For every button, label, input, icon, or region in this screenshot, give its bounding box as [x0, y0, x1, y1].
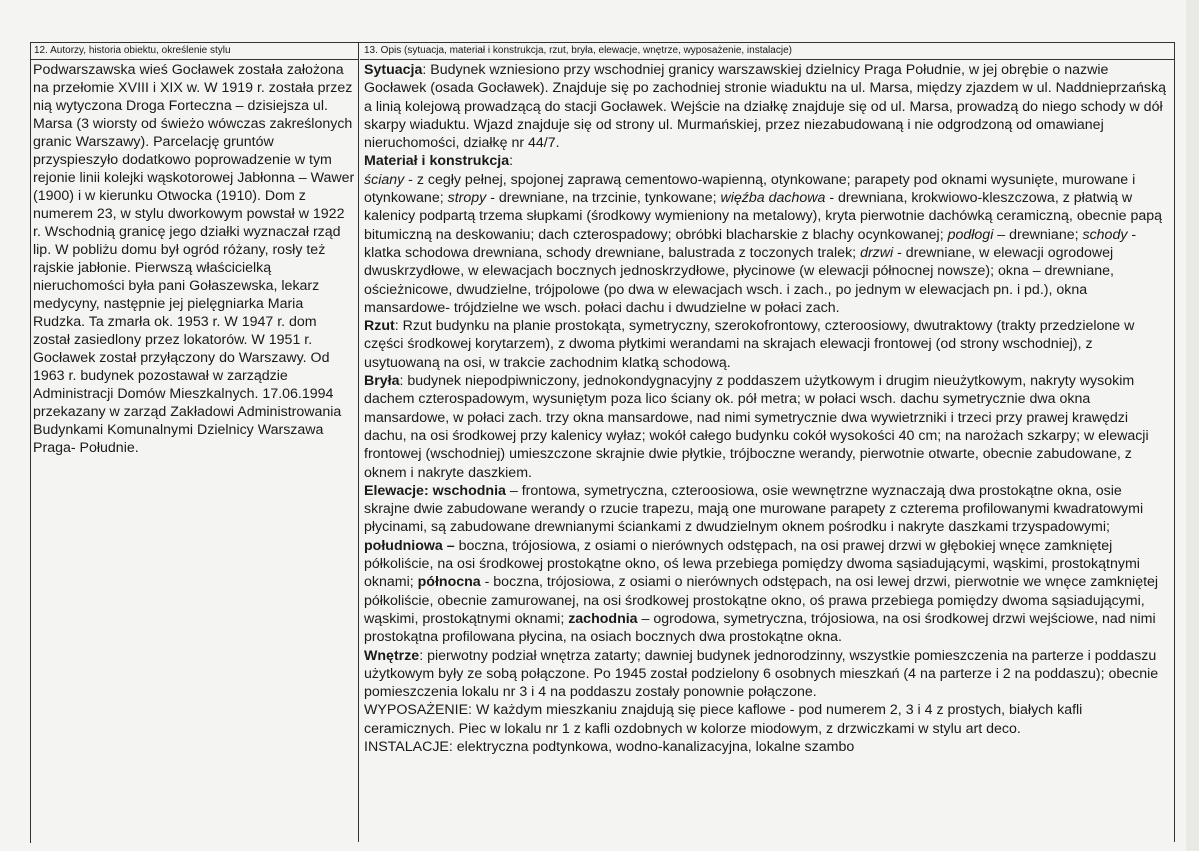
schody-label: schody: [1082, 226, 1128, 243]
elewacje-section: [364, 482, 1170, 647]
sytuacja-section: [364, 61, 1170, 152]
elewacje-label: Elewacje: wschodnia: [364, 482, 506, 499]
rzut-section: [364, 317, 1170, 372]
zachodnia-text: – ogrodowa, symetryczna, trójosiowa, na osi środkowej drzwi wejściowe, nad nimi prostokątna profilowana płycina, na osiach bocznych dwa prostokątne okna.: [364, 610, 1156, 646]
bryla-section: [364, 372, 1170, 482]
material-colon: :: [509, 153, 514, 170]
material-section: [364, 171, 1170, 317]
bryla-label: Bryła: [364, 373, 400, 390]
poludniowa-text: boczna, trójosiowa, z osiami o nierównych odstępach, na osi prawej drzwi w głębokiej wnęce zamkniętej półkoliście, na osi środkowej prostokątne okno, oś lewa przebiega pomiędzy dwoma sąsiadującymi, wąskimi, prostokątnymi oknami;: [364, 537, 1140, 591]
wiezba-text: - drewniana, krokwiowo-kleszczowa, z płatwią w kalenicy podpartą trzema słupkami (środkowy wymieniony na metalowy), kryta pierwotnie dachówką ceramiczną, obecnie papą bitumiczną na deskowaniu; dach czterospadowy; obróbki blacharskie z blachy ocynkowanej;: [364, 190, 1163, 243]
wiezba-label: więźba dachowa: [720, 190, 826, 207]
scan-edge: [1186, 0, 1199, 851]
description-body: [360, 60, 1174, 756]
stropy-text: - drewniane, na trzcinie, tynkowane;: [486, 190, 721, 207]
poludniowa-label: południowa –: [364, 537, 455, 554]
history-column: [30, 42, 359, 842]
stropy-label: stropy: [447, 190, 487, 207]
polnocna-label: północna: [417, 574, 481, 591]
wyposazenie-section: WYPOSAŻENIE: W każdym mieszkaniu znajdują się piece kaflowe - pod numerem 2, 3 i 4 z prostych, białych kafli ceramicznych. Piec w lokalu nr 1 z kafli ozdobnych w kolorze miodowym, z drzwiczkami w stylu art deco.: [364, 702, 1083, 737]
drzwi-text: - drewniane, w elewacji ogrodowej dwuskrzydłowe, w elewacjach bocznych jednoskrzydłowe, płycinowe (w elewacji północnej nowsze); okna – drewniane, ościeżnicowe, dwudzielne, trójpolowe (po dwa w elewacjach wsch. i zach., po jednym w elewacjach pn. i pd.), okna mansardowe- trójdzielne we wsch. połaci dachu i dwudzielne w połaci zach.: [364, 244, 1114, 316]
sciany-label: ściany: [364, 171, 405, 188]
rzut-label: Rzut: [364, 318, 395, 335]
podlogi-text: – drewniane;: [993, 226, 1083, 243]
instalacje-section: INSTALACJE: elektryczna podtynkowa, wodno-kanalizacyjna, lokalne szambo: [364, 738, 855, 755]
drzwi-label: drzwi: [860, 244, 894, 261]
schody-text: - klatka schodowa drewniana, schody drewniane, balustrada z toczonych tralek;: [364, 226, 1137, 261]
zachodnia-label: zachodnia: [568, 610, 638, 627]
sytuacja-text: : Budynek wzniesiono przy wschodniej granicy warszawskiej dzielnicy Praga Południe, w jej obrębie o nazwie Gocławek (osada Gocławek). Znajduje się po zachodniej stronie wiaduktu na ul. Marsa, między zjazdem w ul. Naddnieprzańską a linią kolejową prowadzącą do stacji Gocławek. Wejście na działkę znajduje się od ul. Marsa, prowadzą do niego schody w dół skarpy wiaduktu. Wjazd znajduje się od strony ul. Murmańskiej, przez niezabudowaną i nie odgrodzoną od omawianej nieruchomości, działkę nr 44/7.: [364, 62, 1166, 152]
rzut-text: : Rzut budynku na planie prostokąta, symetryczny, szerokofrontowy, czteroosiowy, dwutraktowy (trakty przedzielone w części środkowej korytarzem), z dwoma płytkimi werandami na skrajach elewacji frontowej (od strony wschodniej), z usytuowaną na osi, w trakcie zachodnim klatką schodową.: [364, 318, 1135, 371]
polnocna-text: - boczna, trójosiowa, z osiami o nierównych odstępach, na osi lewej drzwi, pierwotnie we wnęce zamkniętej półkoliście, obecnie zamurowanej, na osi środkowej prostokątne okno, oś prawa przebiega pomiędzy dwoma sąsiadującymi, wąskimi, prostokątnymi oknami;: [364, 574, 1159, 627]
bryla-text: : budynek niepodpiwniczony, jednokondygnacyjny z poddaszem użytkowym i drugim nieużytkowym, nakryty wysokim dachem czterospadowym, wysuniętym poza lico ściany ok. pół metra; w połaci wsch. dachu symetrycznie dwa okna mansardowe, w połaci zach. trzy okna mansardowe, nad nimi symetrycznie dwa wywietrzniki i trzeci przy prawej krawędzi dachu, na osi środkowej przy kalenicy wyłaz; wokół całego budynku cokół wysokości 40 cm; na narożach szkarpy; w elewacji frontowej (wschodniej) umieszczone skrajnie dwie płytkie, trójboczne werandy, pierwotnie otwarte, obecnie zabudowane, z oknem i nakryte daszkiem.: [364, 373, 1149, 481]
elewacje-text: – frontowa, symetryczna, czteroosiowa, osie wewnętrzne wyznaczają dwa prostokątne okna, osie skrajne dwie zabudowane werandy o rzucie trapezu, mają one murowane parapety z czterema profilowanymi kwadratowymi płycinami, są zabudowane drewnianymi ściankami z dwudzielnym oknem pośrodku i nakryte daszkami trzyspadowymi;: [364, 482, 1144, 536]
sciany-text: - z cegły pełnej, spojonej zaprawą cementowo-wapienną, otynkowane; parapety pod oknami wysunięte, murowane i otynkowane;: [364, 171, 1136, 207]
material-label: Materiał i konstrukcja: [364, 153, 510, 170]
material-heading: [364, 152, 1170, 170]
description-header: 13. Opis (sytuacja, materiał i konstrukcja, rzut, bryła, elewacje, wnętrze, wyposażenie, instalacje): [360, 42, 1174, 60]
wnetrze-label: Wnętrze: [364, 647, 420, 664]
wnetrze-section: [364, 647, 1170, 702]
wnetrze-text: : pierwotny podział wnętrza zatarty; dawniej budynek jednorodzinny, wszystkie pomieszczenia na parterze i poddaszu użytkowym były ze sobą połączone. Po 1945 został podzielony 6 osobnych mieszkań (4 na parterze i 2 na poddaszu); obecnie pomieszczenia lokalu nr 3 i 4 na poddaszu zostały ponownie połączone.: [364, 647, 1159, 701]
sytuacja-label: Sytuacja: [364, 62, 423, 78]
description-column: [360, 42, 1175, 842]
history-text: Podwarszawska wieś Gocławek została założona na przełomie XVIII i XIX w. W 1919 r. została przez nią wytyczona Droga Forteczna – dzisiejsza ul. Marsa (3 wiorsty od świeżo wówczas zakreślonych granic Warszawy). Parcelację gruntów przyspieszyło dodatkowo poprowadzenie w tym rejonie linii kolejki wąskotorowej Jabłonna – Wawer (1900) i w kierunku Otwocka (1910). Dom z numerem 23, w stylu dworkowym powstał w 1922 r. Wschodnią granicę jego działki wyznaczał rząd lip. W pobliżu domu był ogród różany, rosły też rajskie jabłonie. Pierwszą właścicielką nieruchomości była pani Gołaszewska, lekarz medycyny, następnie jej pielęgniarka Maria Rudzka. Ta zmarła ok. 1953 r. W 1947 r. dom został zasiedlony przez lokatorów. W 1951 r. Gocławek został przyłączony do Warszawy. Od 1963 r. budynek pozostawał w zarządzie Administracji Domów Mieszkalnych. 17.06.1994 przekazany w zarząd Zakładowi Administrowania Budynkami Komunalnymi Dzielnicy Warszawa Praga- Południe.: [33, 62, 355, 456]
history-header: 12. Autorzy, historia obiektu, określenie stylu: [30, 42, 358, 60]
podlogi-label: podłogi: [947, 226, 994, 243]
